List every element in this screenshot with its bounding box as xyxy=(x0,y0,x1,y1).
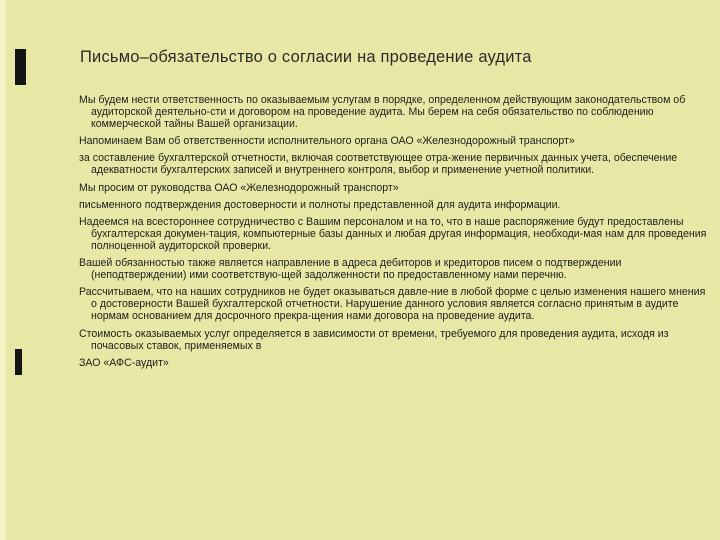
side-accent-bar xyxy=(15,349,22,375)
paragraph-cooperation: Надеемся на всестороннее сотрудничество с Вашим персоналом и на то, что в наше распоряжение будут предоставлены бухгалтерская докумен-тация, компьютерные базы данных и любая другая информация, необходи-мая нам для проведения полноценной аудиторской проверки. xyxy=(79,215,707,252)
paragraph-request: Мы просим от руководства ОАО «Железнодорожный транспорт» xyxy=(79,181,399,194)
paragraph-reporting: за составление бухгалтерской отчетности, включая соответствующее отра-жение первичных данных учета, обеспечение адекватности бухгалтерских записей и внутреннего контроля, выбор и применение учетной политики. xyxy=(79,152,678,177)
slide-title: Письмо–обязательство о согласии на проведение аудита xyxy=(80,48,532,66)
paragraph-debtors: Вашей обязанностью также является направление в адреса дебиторов и кредиторов писем о подтверждении (неподтверждении) ими соответствую-щей задолженности по предоставленному нами перечню. xyxy=(79,257,622,282)
paragraph-signature: ЗАО «АФС-аудит» xyxy=(79,356,169,369)
paragraph-cost: Стоимость оказываемых услуг определяется в зависимости от времени, требуемого для проведения аудита, исходя из почасовых ставок, применяемых в xyxy=(79,327,669,352)
paragraph-reminder: Напоминаем Вам об ответственности исполнительного органа ОАО «Железнодорожный транспорт» xyxy=(79,135,575,148)
left-edge-strip xyxy=(0,0,6,540)
paragraph-confirmation: письменного подтверждения достоверности и полноты представленной для аудита информации. xyxy=(79,198,561,211)
title-accent-bar xyxy=(15,49,26,85)
letter-body xyxy=(79,94,707,374)
paragraph-responsibility: Мы будем нести ответственность по оказываемым услугам в порядке, определенном действующим законодательством об аудиторской деятельно-сти и договором на проведение аудита. Мы берем на себя обязательство по соблюдению коммерческой тайны Вашей организации. xyxy=(79,94,686,131)
paragraph-pressure: Рассчитываем, что на наших сотрудников не будет оказываться давле-ние в любой форме с целью изменения нашего мнения о достоверности Вашей бухгалтерской отчетности. Нарушение данного условия является согласно принятым в аудите нормам основанием для досрочного прекра-щения нами договора на проведение аудита. xyxy=(79,286,706,323)
